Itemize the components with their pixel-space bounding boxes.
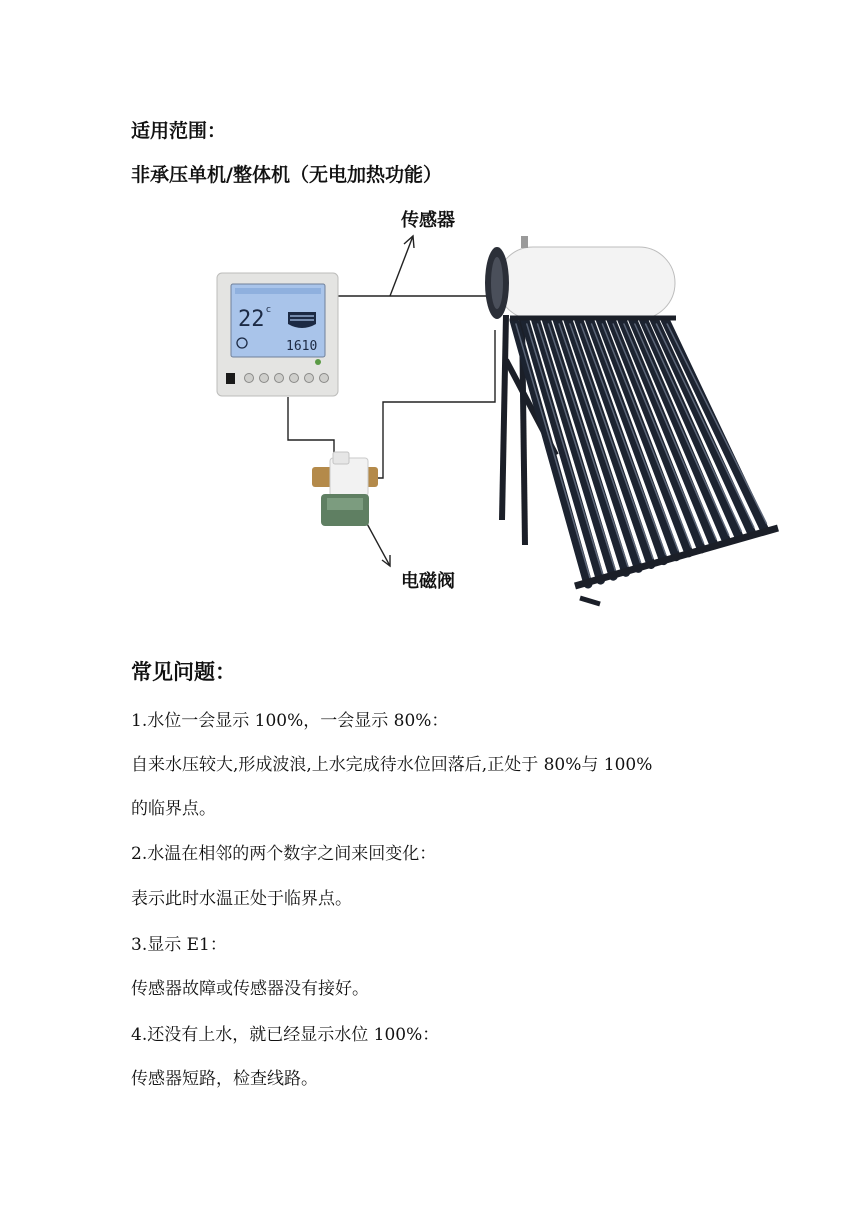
- faq-answer-3: 传感器故障或传感器没有接好。: [131, 979, 369, 999]
- temperature-unit: c: [266, 305, 271, 315]
- scope-title: 适用范围：: [131, 120, 227, 142]
- brand-logo-icon: [315, 359, 321, 365]
- sensor-label: 传感器: [401, 210, 455, 231]
- faq-question-3: 3.显示 E1：: [131, 935, 227, 955]
- scope-description: 非承压单机/整体机（无电加热功能）: [131, 164, 442, 186]
- faq-answer-1-line-1: 自来水压较大,形成波浪,上水完成待水位回落后,正处于 80%与 100%: [131, 755, 653, 775]
- solenoid-valve-image: [312, 452, 378, 526]
- temperature-readout: 22: [238, 307, 265, 332]
- power-button: [226, 373, 235, 384]
- faq-question-1: 1.水位一会显示 100%，一会显示 80%：: [131, 711, 449, 731]
- faq-question-4: 4.还没有上水，就已经显示水位 100%：: [131, 1025, 440, 1045]
- solar-water-heater-image: [485, 236, 778, 604]
- faq-answer-1-line-2: 的临界点。: [131, 799, 216, 819]
- controller-panel: [217, 273, 338, 396]
- valve-label: 电磁阀: [401, 571, 455, 592]
- level-readout: 1610: [286, 339, 318, 354]
- faq-title: 常见问题：: [131, 660, 236, 684]
- faq-answer-2: 表示此时水温正处于临界点。: [131, 889, 352, 909]
- faq-answer-4: 传感器短路，检查线路。: [131, 1069, 318, 1089]
- faq-question-2: 2.水温在相邻的两个数字之间来回变化：: [131, 844, 437, 864]
